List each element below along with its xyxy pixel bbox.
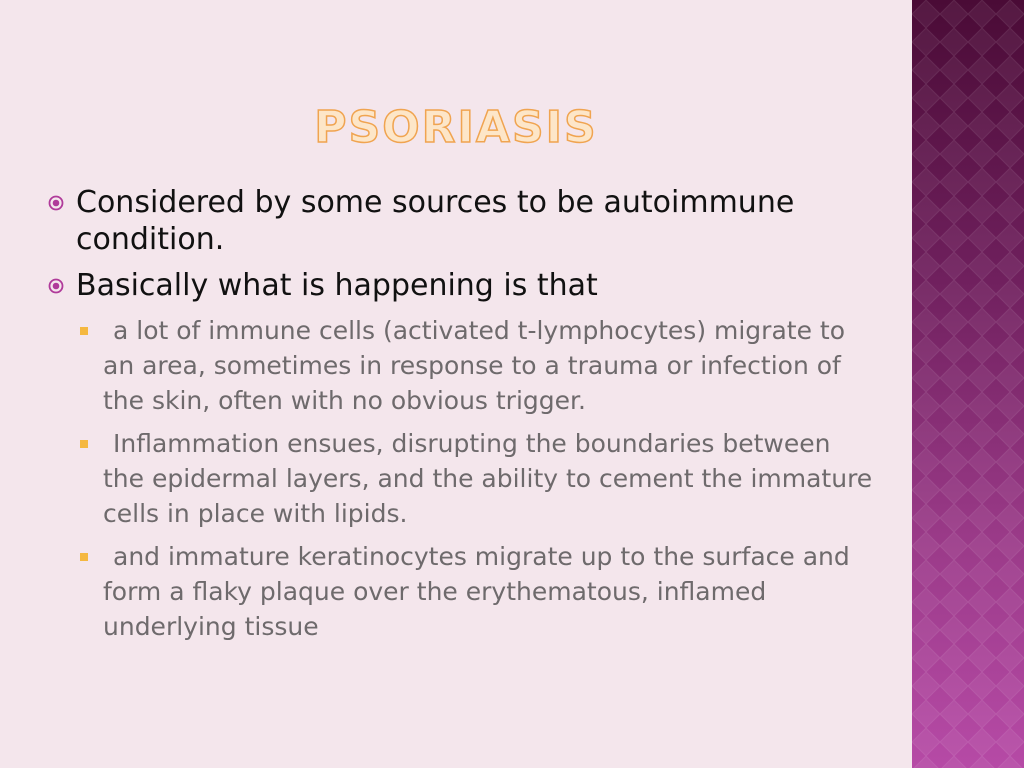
diamond-pattern [912, 0, 1024, 768]
bullet-text: Considered by some sources to be autoimmune condition. [76, 185, 795, 257]
bullet-text: Basically what is happening is that [76, 268, 598, 303]
decorative-side-band [912, 0, 1024, 768]
sub-bullet-list [46, 313, 876, 644]
sub-bullet-text: Inflammation ensues, disrupting the boundaries between the epidermal layers, and the ability to cement the immature cells in place with lipids. [103, 429, 873, 528]
sub-bullet-item [46, 539, 876, 644]
circle-dot-icon [48, 195, 64, 211]
sub-bullet-item [46, 426, 876, 531]
circle-dot-icon [48, 278, 64, 294]
sub-bullet-item [46, 313, 876, 418]
square-bullet-icon [80, 327, 88, 335]
square-bullet-icon [80, 440, 88, 448]
sub-bullet-text: a lot of immune cells (activated t-lymphocytes) migrate to an area, sometimes in response to a trauma or infection of the skin, often with no obvious trigger. [103, 316, 846, 415]
sub-bullet-text: and immature keratinocytes migrate up to the surface and form a flaky plaque over the erythematous, inflamed underlying tissue [103, 542, 850, 641]
bullet-item [46, 267, 876, 304]
bullet-item [46, 184, 876, 258]
slide-content [46, 184, 876, 652]
square-bullet-icon [80, 553, 88, 561]
slide-title: PSORIASIS [314, 102, 598, 153]
